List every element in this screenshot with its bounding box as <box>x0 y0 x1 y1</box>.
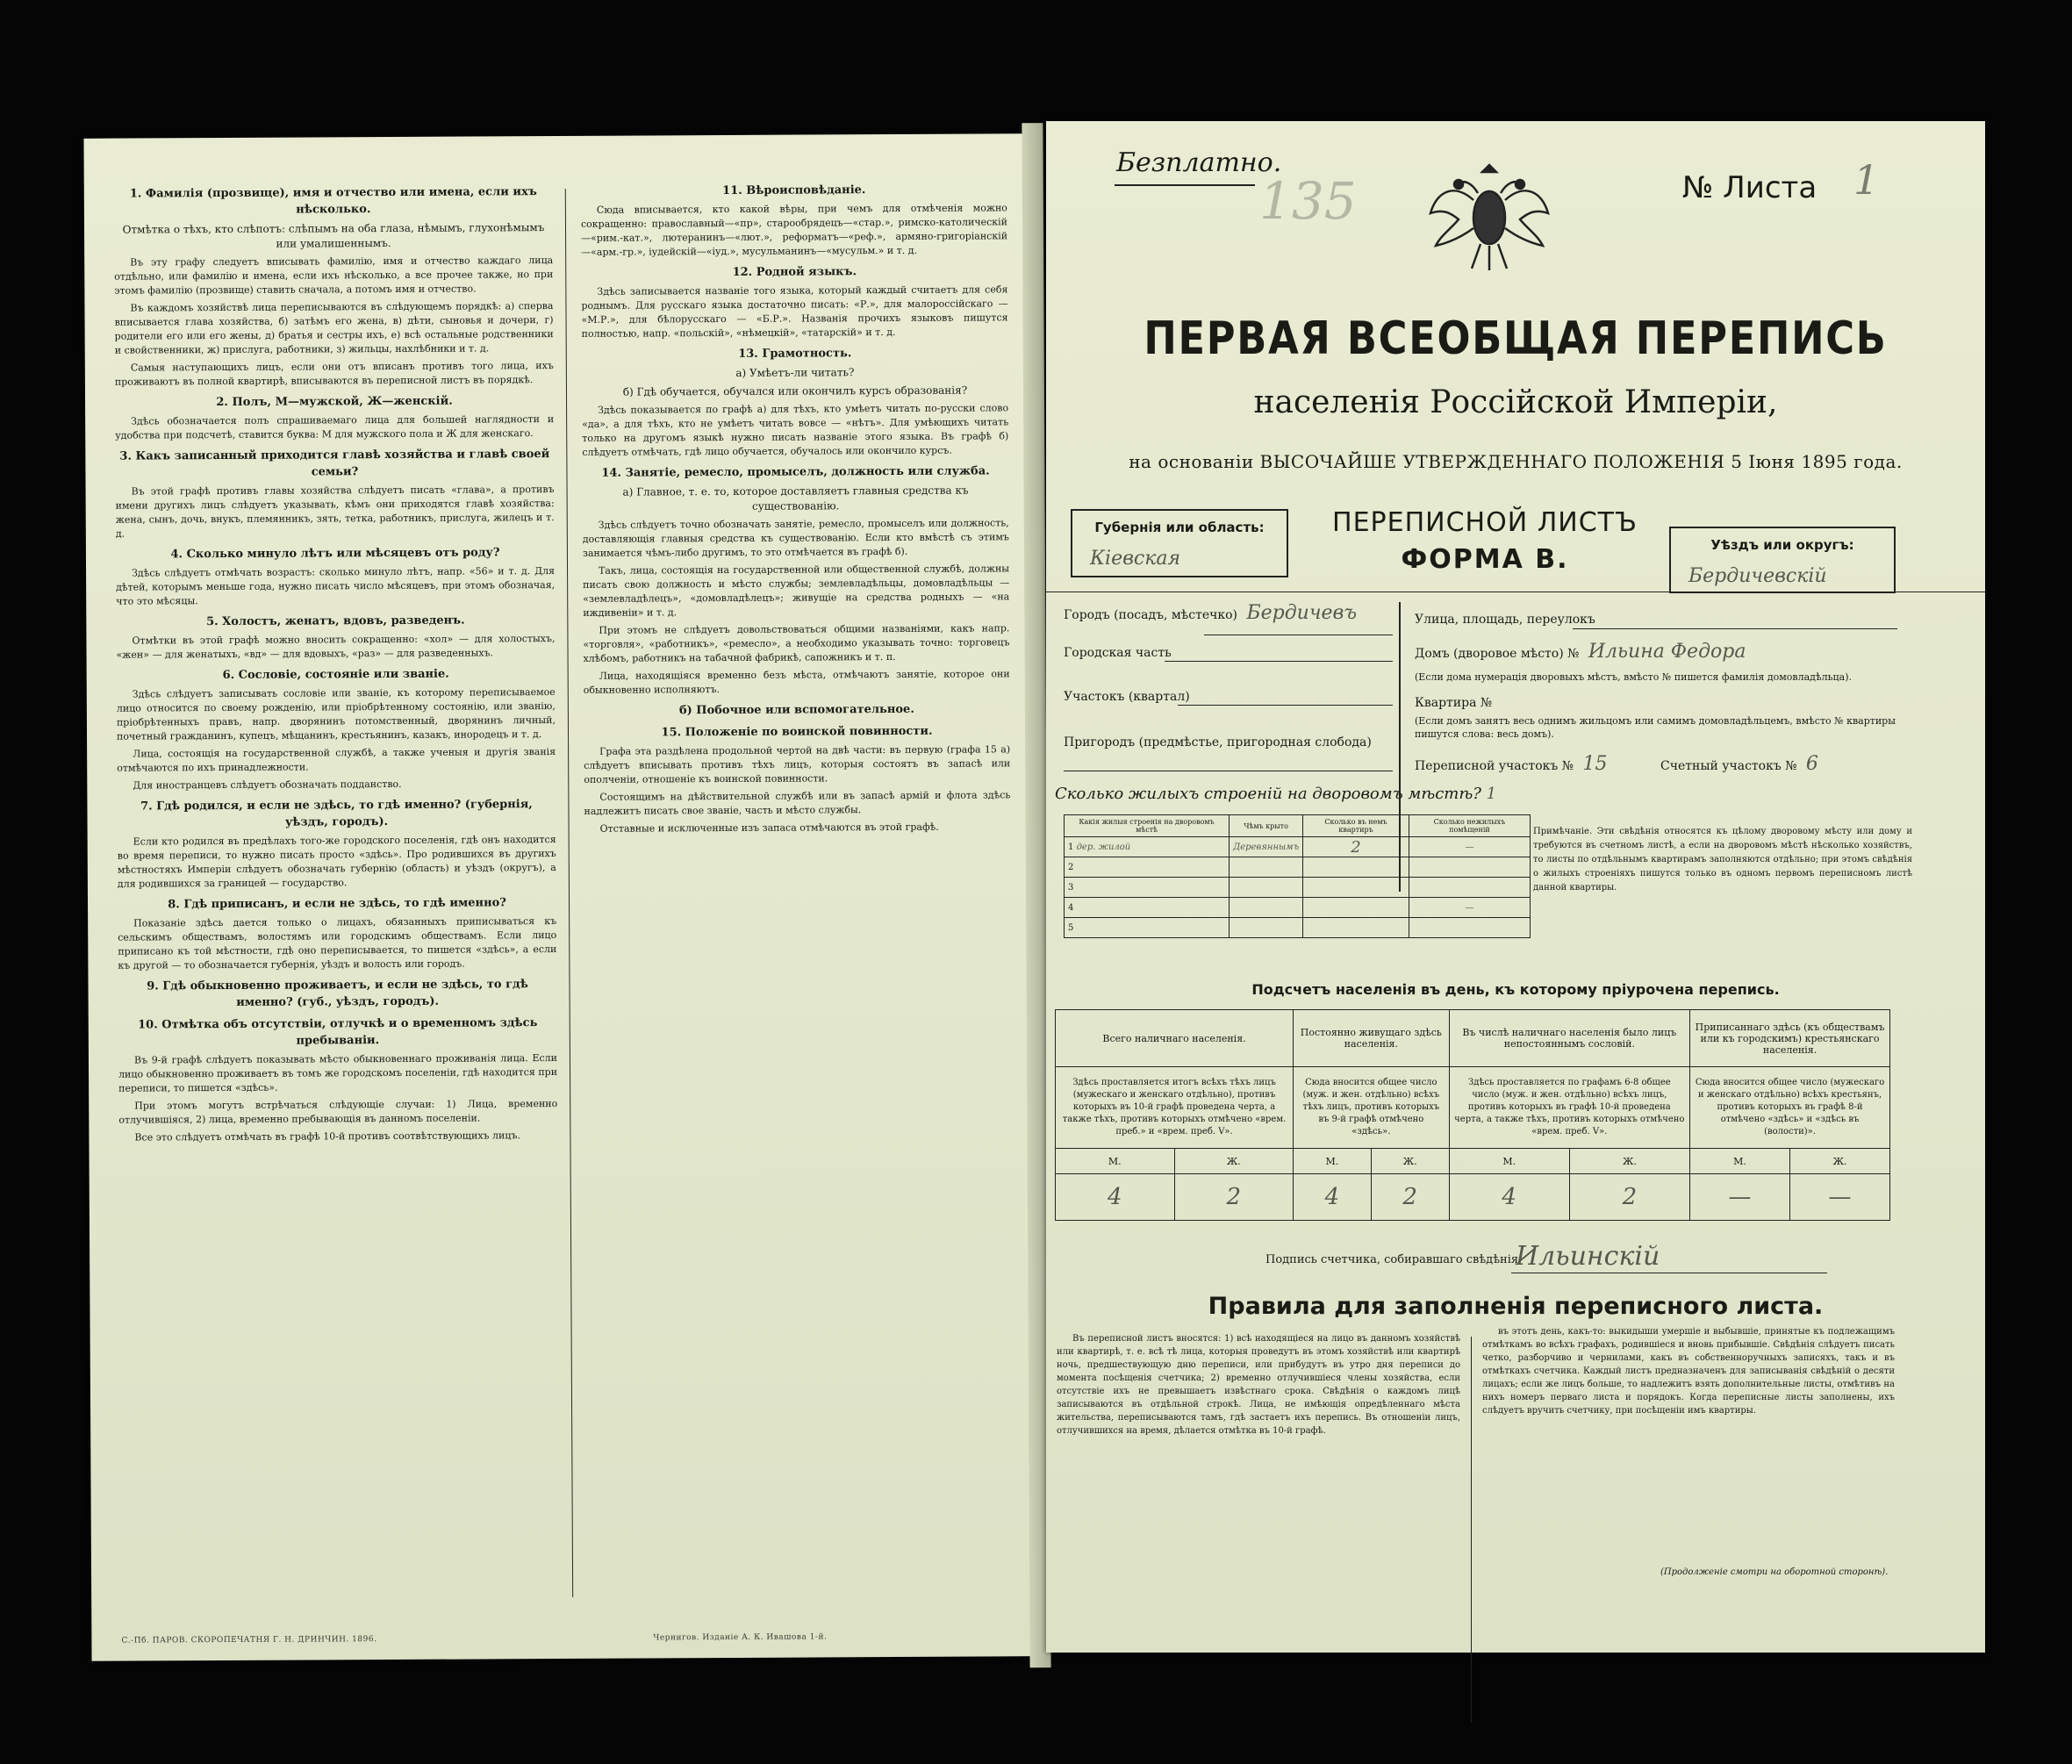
q4-text: Здѣсь слѣдуетъ отмѣчать возрастъ: сколько минуло лѣтъ, напр. «56» и т. д. Для дѣтей, которымъ меньше года, нужно писать число мѣсяцевъ, при этомъ обозначая, что это мѣсяцы. <box>116 565 556 607</box>
q8-title: 8. Гдѣ приписанъ, и если не здѣсь, то гдѣ именно? <box>168 896 506 912</box>
count-value: 2 <box>1569 1174 1689 1221</box>
double-headed-eagle-emblem-icon <box>1423 147 1555 279</box>
q1-text: Въ каждомъ хозяйствѣ лица переписываются въ слѣдующемъ порядкѣ: а) сперва вписывается глава хозяйства, б) затѣмъ его жена, в) дѣти, сыновья и дочери, г) родители его или его жены, д) братья и сестры ихъ, е) всѣ остальные родственники и свойственники, ж) прислуга, работники, з) жильцы, нахлѣбники и т. д. <box>114 300 554 356</box>
buildings-other-value <box>1409 918 1530 938</box>
buildings-roof-value <box>1230 898 1303 918</box>
q13a-label: а) Умѣетъ-ли читать? <box>735 366 855 379</box>
q15-title: 15. Положеніе по воинской повинности. <box>661 724 933 740</box>
uezd-label: Уѣздъ или округъ: <box>1710 537 1854 553</box>
street-label: Улица, площадь, переулокъ <box>1415 613 1595 627</box>
buildings-flats-value <box>1303 898 1409 918</box>
rules-column-b <box>1482 1325 1895 1421</box>
q14-title: 14. Занятіе, ремесло, промыселъ, должность или служба. <box>601 464 990 480</box>
form-title: ФОРМА В. <box>1401 544 1569 575</box>
gubernia-box <box>1071 509 1288 577</box>
buildings-kind-value: дер. жилой <box>1076 842 1131 852</box>
district-field <box>1064 690 1195 704</box>
rules-text: въ этотъ день, какъ-то: выкидыши умершіе и выбывшіе, принятые къ подлежащимъ отмѣткамъ во всѣхъ графахъ, родившіеся и вновь прибывшіе. Свѣдѣнія слѣдуетъ писать четко, разборчиво и чернилами, какъ въ собственноручныхъ записяхъ, такъ и въ отмѣткахъ счетчика. Каждый листъ предназначенъ для записыванія свѣдѣній о десяти лицахъ; если же лицъ больше, то надлежитъ взять дополнительные листы, отмѣтивъ на нихъ номеръ перваго листа и порядокъ. Когда переписные листы заполнены, ихъ слѣдуетъ вручить счетчику, при посѣщеніи имъ квартиры. <box>1482 1327 1895 1416</box>
q6-title: 6. Сословіе, состояніе или званіе. <box>222 667 449 683</box>
q8-text: Показаніе здѣсь дается только о лицахъ, обязанныхъ приписываться къ сельскимъ обществамъ, волостямъ или городскимъ обществамъ. Если лицо приписано къ той мѣстности, гдѣ оно переписывается, то пишется «здѣсь», а если къ другой — то обозначается губернія, уѣздъ и волость или городъ. <box>118 915 557 972</box>
buildings-roof-value <box>1230 918 1303 938</box>
count-header-permanent: Постоянно живущаго здѣсь населенія. <box>1294 1010 1450 1067</box>
row-number: 4 <box>1068 902 1074 913</box>
enumerator-signature: Ильинскій <box>1516 1241 1660 1272</box>
buildings-table-header <box>1065 815 1531 837</box>
q14-text: Лица, находящіяся временно безъ мѣста, отмѣчаютъ занятіе, которое они обыкновенно исполняютъ. <box>583 668 1010 696</box>
buildings-other-value <box>1409 857 1530 878</box>
right-page <box>1046 121 1985 1653</box>
row-number: 5 <box>1068 922 1074 933</box>
legal-basis-line: на основаніи ВЫСОЧАЙШЕ УТВЕРЖДЕННАГО ПОЛОЖЕНІЯ 5 Іюня 1895 года. <box>1129 451 1903 472</box>
row-number: 3 <box>1068 882 1074 893</box>
enumerator-signature-label: Подпись счетчика, собиравшаго свѣдѣнія <box>1265 1253 1519 1266</box>
count-header-present: Всего наличнаго населенія. <box>1056 1010 1294 1067</box>
row-number: 1 <box>1068 842 1074 852</box>
district-label: Участокъ (квартал) <box>1064 690 1190 704</box>
count-description: Сюда вносится общее число (муж. и жен. отдѣльно) всѣхъ тѣхъ лицъ, противъ которыхъ въ 9-й графѣ отмѣчено «здѣсь». <box>1294 1067 1450 1149</box>
q9-title: 9. Гдѣ обыкновенно проживаетъ, и если не здѣсь, то гдѣ именно? (губ., уѣздъ, городъ). <box>147 978 528 1009</box>
buildings-question-value: 1 <box>1486 785 1497 803</box>
count-value: 4 <box>1056 1174 1175 1221</box>
flat-label: Квартира № <box>1415 696 1493 710</box>
left-page <box>83 133 1035 1661</box>
q13-title: 13. Грамотность. <box>738 347 852 361</box>
q9-text: Все это слѣдуетъ отмѣчать въ графѣ 10-й противъ соотвѣтствующихъ лицъ. <box>134 1129 520 1144</box>
q15-text: Отставные и исключенные изъ запаса отмѣчаются въ этой графѣ. <box>599 821 939 835</box>
q3-text: Въ этой графѣ противъ главы хозяйства слѣдуетъ писать «глава», а противъ имени другихъ лицъ слѣдуетъ указывать, кѣмъ они приходятся главѣ хозяйства: жена, сынъ, дочь, внукъ, племянникъ, зять, тетка, работникъ, прислуга, жилецъ и т. д. <box>115 484 555 540</box>
gubernia-label: Губернія или область: <box>1094 520 1265 535</box>
street-field <box>1415 613 1601 627</box>
flat-field <box>1415 696 1497 710</box>
city-field <box>1064 602 1357 624</box>
census-district-field <box>1415 753 1607 775</box>
q7-text: Если кто родился въ предѣлахъ того-же городского поселенія, гдѣ онъ находится во время переписи, то нужно писать просто «здѣсь». Про родившихся въ другихъ мѣстностяхъ Имперіи слѣдуетъ обозначать губернію (область) и уѣздъ (округъ), а для родившихся за границей — государство. <box>117 834 556 890</box>
q6-text: Лица, состоящія на государственной службѣ, а также ученыя и другія званія отмѣчаются по ихъ принадлежности. <box>117 746 556 774</box>
flat-note: (Если домъ занятъ весь однимъ жильцомъ или самимъ домовладѣльцемъ, вмѣсто № квартиры пишутся слова: весь домъ). <box>1415 715 1896 740</box>
rules-divider <box>1471 1337 1472 1723</box>
printer-imprint: С.-Пб. ПАРОВ. СКОРОПЕЧАТНЯ Г. Н. ДРИНЧИН. 1896. <box>121 1635 377 1646</box>
census-district-value: 15 <box>1582 753 1608 775</box>
count-value: — <box>1790 1174 1890 1221</box>
suburb-field <box>1064 735 1377 749</box>
buildings-cell-kind <box>1065 857 1230 878</box>
q13b-label: б) Гдѣ обучается, обучался или окончилъ курсъ образованія? <box>622 384 968 398</box>
table-row <box>1065 837 1531 857</box>
count-value: — <box>1690 1174 1790 1221</box>
buildings-cell-kind <box>1065 918 1230 938</box>
buildings-question-label: Сколько жилыхъ строеній на дворовомъ мѣстѣ? <box>1055 785 1481 803</box>
city-label: Городъ (посадъ, мѣстечко) <box>1064 608 1238 622</box>
count-table-values-row <box>1056 1174 1890 1221</box>
column-divider <box>565 189 573 1597</box>
house-field <box>1415 641 1746 663</box>
q13-text: Здѣсь показывается по графѣ а) для тѣхъ, кто умѣетъ читать по-русски слово «да», а для тѣхъ, кто не умѣетъ читать вовсе — «нѣтъ». Для умѣющихъ читать только на другомъ языкѣ нужно писать названіе этого языка. Въ графѣ б) слѣдуетъ отмѣчать, гдѣ лицо обучается, обучалось или окончило курсъ. <box>582 402 1009 458</box>
q6-text: Для иностранцевъ слѣдуетъ обозначать подданство. <box>133 778 402 792</box>
count-value: 4 <box>1294 1174 1372 1221</box>
suburb-label: Пригородъ (предмѣстье, пригородная слобода) <box>1064 735 1372 749</box>
count-district-field <box>1660 753 1818 775</box>
q2-text: Здѣсь обозначается полъ спрашиваемаго лица для большей наглядности и удобства при подсчетѣ, ставится буква: М для мужского пола и Ж для женскаго. <box>115 413 555 441</box>
pencil-number-note: 135 <box>1259 171 1357 231</box>
q6-text: Здѣсь слѣдуетъ записывать сословіе или званіе, къ которому переписываемое лицо относится по своему рожденію, или пріобрѣтенному состоянію, или званію, пріобрѣтенныхъ правъ, напр. дворянинъ потомственный, дворянинъ личный, почетный гражданинъ, купецъ, мѣщанинъ, крестьянинъ, казакъ, инородецъ и т. д. <box>116 686 556 742</box>
free-label: Безплатно. <box>1116 147 1282 178</box>
publisher-imprint: Чернигов. Изданіе А. К. Ивашова 1-й. <box>653 1632 828 1643</box>
street-line <box>1573 628 1897 629</box>
census-sheet-title: ПЕРЕПИСНОЙ ЛИСТЪ <box>1332 507 1638 538</box>
q1-text: Самыя наступающихъ лицъ, если они отъ вписанъ противъ того лица, ихъ проживаютъ въ полной квартирѣ, вписываются въ переписной листъ въ порядкѣ. <box>114 360 554 388</box>
q14-text: Такъ, лица, состоящія на государственной или общественной службѣ, должны писать свою должность и мѣсто службы; землевладѣльцы, домовладѣльцы — «землевладѣлецъ», «домовладѣлецъ»; живущіе на средства родныхъ — «на иждивеніи» и т. д. <box>583 563 1010 619</box>
count-description: Сюда вносится общее число (мужескаго и женскаго отдѣльно) всѣхъ крестьянъ, противъ которыхъ въ графѣ 8-й отмѣчено «здѣсь» и «здѣсь въ (волости)». <box>1690 1067 1890 1149</box>
house-note: (Если дома нумерація дворовыхъ мѣстъ, вмѣсто № пишется фамилія домовладѣльца). <box>1415 671 1852 683</box>
sex-label: Ж. <box>1174 1149 1294 1174</box>
q9-text: Въ 9-й графѣ слѣдуетъ показывать мѣсто обыкновеннаго проживанія лица. Если лицо обыкновенно проживаетъ въ томъ же городскомъ поселеніи, гдѣ находится при переписи, то пишется «здѣсь». <box>118 1052 558 1094</box>
buildings-cell-kind <box>1065 837 1230 857</box>
rules-column-a <box>1057 1332 1460 1441</box>
buildings-roof-value <box>1230 878 1303 898</box>
buildings-header-flats: Сколько въ немъ квартиръ <box>1303 815 1409 837</box>
q11-title: 11. Вѣроисповѣданіе. <box>722 183 866 198</box>
rules-continuation-note: (Продолженіе смотри на оборотной сторонѣ). <box>1660 1567 1889 1577</box>
sex-label: Ж. <box>1790 1149 1890 1174</box>
city-part-field <box>1064 646 1177 660</box>
buildings-question <box>1055 785 1496 803</box>
q5-title: 5. Холостъ, женатъ, вдовъ, разведенъ. <box>206 613 465 629</box>
left-column-a <box>114 178 561 1609</box>
buildings-other-value: — <box>1409 837 1530 857</box>
buildings-cell-kind <box>1065 878 1230 898</box>
rules-title: Правила для заполненія переписного листа. <box>1208 1293 1824 1320</box>
q12-text: Здѣсь записывается названіе того языка, который каждый считаетъ для себя роднымъ. Для русскаго языка достаточно писать: «Р.», для малороссійскаго — «М.Р.», для бѣлорусскаго — «Б.Р.». Названія прочихъ языковъ пишутся полностью, напр. «польскій», «нѣмецкій», «татарскій» и т. д. <box>581 283 1008 340</box>
buildings-header-roof: Чѣмъ крыто <box>1230 815 1303 837</box>
q2-title: 2. Полъ, М—мужской, Ж—женскій. <box>216 394 453 410</box>
uezd-box <box>1669 527 1896 593</box>
buildings-flats-value <box>1303 878 1409 898</box>
q15-text: Графа эта раздѣлена продольной чертой на двѣ части: въ первую (графа 15 а) слѣдуетъ вписывать противъ тѣхъ лицъ, которыя состоятъ въ запасѣ или ополченіи, отношеніе къ воинской повинности. <box>584 743 1011 785</box>
city-part-label: Городская часть <box>1064 646 1172 660</box>
left-column-b <box>581 176 1015 1606</box>
table-row <box>1065 898 1531 918</box>
q7-title: 7. Гдѣ родился, и если не здѣсь, то гдѣ именно? (губернія, уѣздъ, городъ). <box>140 798 533 829</box>
table-row <box>1065 918 1531 938</box>
city-part-line <box>1165 661 1393 662</box>
gubernia-value: Кіевская <box>1090 548 1181 570</box>
table-row <box>1065 878 1531 898</box>
q14-text: При этомъ не слѣдуетъ довольствоваться общими названіями, какъ напр. «торговля», «работникъ», «ремесло», а необходимо указывать точно: торговецъ хлѣбомъ, работникъ на табачной фабрикѣ, сапожникъ и т. п. <box>583 622 1010 664</box>
q4-title: 4. Сколько минуло лѣтъ или мѣсяцевъ отъ роду? <box>170 546 500 562</box>
buildings-flats-value <box>1303 857 1409 878</box>
q9-text: При этомъ могутъ встрѣчаться слѣдующіе случаи: 1) Лица, временно отлучившіяся, 2) лица, временно пребывающія въ данномъ поселеніи. <box>118 1098 558 1126</box>
sex-label: М. <box>1449 1149 1569 1174</box>
q15-text: Состоящимъ на дѣйствительной службѣ или въ запасѣ армій и флота здѣсь надлежитъ писать свое званіе, часть и мѣсто службы. <box>584 789 1011 817</box>
q10-title: 10. Отмѣтка объ отсутствіи, отлучкѣ и о временномъ здѣсь пребываніи. <box>138 1016 538 1048</box>
sex-label: Ж. <box>1371 1149 1449 1174</box>
q12-title: 12. Родной языкъ. <box>732 265 857 279</box>
buildings-flats-value: 2 <box>1303 837 1409 857</box>
count-value: 2 <box>1174 1174 1294 1221</box>
count-description: Здѣсь проставляется итогъ всѣхъ тѣхъ лицъ (мужескаго и женскаго отдѣльно), противъ которыхъ въ 10-й графѣ проведена черта, а также тѣхъ, противъ которыхъ отмѣчено «врем. преб.» и «врем. преб. V». <box>1056 1067 1294 1149</box>
sex-label: Ж. <box>1569 1149 1689 1174</box>
q14-subtitle: а) Главное, т. е. то, которое доставляетъ главныя средства къ существованію. <box>622 484 969 513</box>
count-district-value: 6 <box>1805 753 1818 775</box>
city-value: Бердичевъ <box>1246 602 1358 624</box>
q5-text: Отмѣтки въ этой графѣ можно вносить сокращенно: «хол» — для холостыхъ, «жен» — для женатыхъ, «вд» — для вдовыхъ, «раз» — для разведенныхъ. <box>116 633 556 661</box>
buildings-table <box>1064 814 1531 938</box>
population-count-table <box>1055 1009 1890 1221</box>
q11-text: Сюда вписывается, кто какой вѣры, при чемъ для отмѣченія можно сокращенно: православный—«пр», старообрядецъ—«стар.», римско-католическій—«рим.-кат.», лютеранинъ—«лют.», реформатъ—«реф.», армяно-григоріанскій—«арм.-гр.», іудейскій—«іуд.», мусульманинъ—«мусульм.» и т. д. <box>580 202 1008 258</box>
sheet-number-label: № Листа <box>1682 170 1817 205</box>
count-value: 4 <box>1449 1174 1569 1221</box>
count-value: 2 <box>1371 1174 1449 1221</box>
count-header-nonpermanent: Въ числѣ наличнаго населенія было лицъ непостояннымъ сословій. <box>1449 1010 1689 1067</box>
buildings-roof-value: Деревяннымъ <box>1230 837 1303 857</box>
q1-text: Въ эту графу следуетъ вписывать фамилію, имя и отчество каждаго лица отдѣльно, или фамилію и имена, если ихъ нѣсколько, а все прочее также, но при этомъ фамилію (прозвище) ставить сначала, а потомъ имя и отчество. <box>114 255 554 297</box>
census-district-label: Переписной участокъ № <box>1415 759 1574 773</box>
count-district-label: Счетный участокъ № <box>1660 759 1797 773</box>
buildings-header-kind: Какія жилыя строенія на дворовомъ мѣстѣ <box>1065 815 1230 837</box>
population-count-title: Подсчетъ населенія въ день, къ которому пріурочена перепись. <box>1251 981 1780 998</box>
buildings-other-value <box>1409 878 1530 898</box>
q14b-title: б) Побочное или вспомогательное. <box>678 702 914 718</box>
q1-subtitle: Отмѣтка о тѣхъ, кто слѣпотъ: слѣпымъ на оба глаза, нѣмымъ, глухонѣмымъ или умалишеннымъ. <box>122 221 545 250</box>
census-title: ПЕРВАЯ ВСЕОБЩАЯ ПЕРЕПИСЬ <box>1144 312 1888 365</box>
census-subtitle: населенія Россійской Имперіи, <box>1253 384 1778 420</box>
q1-title: 1. Фамилія (прозвище), имя и отчество или имена, если ихъ нѣсколько. <box>129 185 537 217</box>
q14-text: Здѣсь слѣдуетъ точно обозначать занятіе, ремесло, промыселъ или должность, доставляющія главныя средства къ существованію. Если кто вмѣстѣ съ этимъ занимается чѣмъ-либо другимъ, то это отмѣчается въ графѣ б). <box>582 517 1009 559</box>
uezd-value: Бердичевскій <box>1688 565 1827 587</box>
buildings-other-value: — <box>1409 898 1530 918</box>
sex-label: М. <box>1294 1149 1372 1174</box>
rules-text: Въ переписной листъ вносятся: 1) всѣ находящіеся на лицо въ данномъ хозяйствѣ или квартирѣ, т. е. всѣ тѣ лица, которыя проведутъ въ этомъ хозяйствѣ или квартирѣ ночь, предшествующую дню переписи, или прибудутъ въ утро дня переписи до момента посѣщенія счетчика; 2) временно отлучившіеся члены хозяйства, если отсутствіе ихъ не превышаетъ извѣстнаго срока. Свѣдѣнія о каждомъ лицѣ записываются въ отдѣльной строкѣ. Лица, не имѣющія опредѣленнаго мѣста жительства, переписываются тамъ, гдѣ застаетъ ихъ перепись. Въ отношеніи лицъ, отлучившихся на время, дѣлается отмѣтка въ 10-й графѣ. <box>1057 1334 1460 1436</box>
count-description: Здѣсь проставляется по графамъ 6-8 общее число (муж. и жен. отдѣльно) всѣхъ лицъ, противъ которыхъ въ графѣ 10-й проведена черта, а также тѣхъ, противъ которыхъ отмѣчено «врем. преб. V». <box>1449 1067 1689 1149</box>
sheet-number-value: 1 <box>1853 156 1880 204</box>
count-table-sex-row <box>1056 1149 1890 1174</box>
q3-title: 3. Какъ записанный приходится главѣ хозяйства и главѣ своей семьи? <box>119 448 550 479</box>
table-row <box>1065 857 1531 878</box>
buildings-note: Примѣчаніе. Эти свѣдѣнія относятся къ цѣлому дворовому мѣсту или дому и требуются въ счетномъ листѣ, а если на дворовомъ мѣстѣ нѣсколько хозяйствъ, то листы по отдѣльнымъ квартирамъ заполняются отдѣльно; при этомъ свѣдѣнія о жилыхъ строеніяхъ пишутся только въ одномъ первомъ переписномъ листѣ данной квартиры. <box>1533 827 1912 893</box>
sex-label: М. <box>1690 1149 1790 1174</box>
buildings-flats-value <box>1303 918 1409 938</box>
buildings-cell-kind <box>1065 898 1230 918</box>
buildings-header-other: Сколько нежилыхъ помѣщеній <box>1409 815 1530 837</box>
house-label: Домъ (дворовое мѣсто) № <box>1415 647 1580 661</box>
row-number: 2 <box>1068 862 1074 872</box>
sex-label: М. <box>1056 1149 1175 1174</box>
district-line <box>1178 705 1393 706</box>
free-label-underline <box>1115 184 1255 186</box>
count-header-peasant: Приписаннаго здѣсь (къ обществамъ или къ городскимъ) крестьянскаго населенія. <box>1690 1010 1890 1067</box>
buildings-roof-value <box>1230 857 1303 878</box>
count-table-descriptions <box>1056 1067 1890 1149</box>
house-value: Ильина Федора <box>1588 641 1746 663</box>
count-table-header <box>1056 1010 1890 1067</box>
